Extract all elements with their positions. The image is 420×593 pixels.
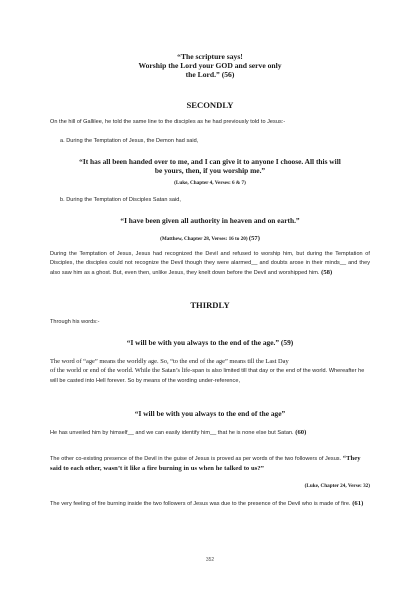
scripture-quote-line-3: the Lord.” (56): [185, 70, 235, 79]
quote-thirdly-1: “I will be with you always to the end of the age.” (59): [126, 338, 294, 347]
reference-b: [50, 235, 370, 242]
scripture-quote-line-1: “The scripture says!: [177, 52, 243, 61]
reference-a: (Luke, Chapter 4, Verses: 6 & 7): [174, 180, 246, 186]
thirdly-paragraph-3: [50, 454, 370, 474]
thirdly-paragraph-1-line-1: The word of “age” means the worldly age. So, “to the end of the age” means till the Last Day: [50, 358, 289, 365]
scripture-quote-line-2: Worship the Lord your GOD and serve only: [138, 61, 282, 70]
thirdly-paragraph-2-text: He has unveiled him by himself__ and we can easily identify him__ that he is none else but Satan.: [50, 430, 294, 436]
secondly-paragraph: [50, 250, 370, 279]
quote-a-line-2: be yours, then, if you worship me.”: [154, 166, 266, 175]
thirdly-paragraph-3-quote: “They said to each other, wasn’t it like a fire burning in us when he talked to us?”: [50, 455, 361, 473]
thirdly-paragraph-4: [50, 499, 370, 509]
list-item-a: a. During the Temptation of Jesus, the Demon had said,: [60, 138, 199, 144]
reference-thirdly: (Luke, Chapter 24, Verse: 32): [304, 483, 370, 489]
secondly-paragraph-number: (58): [321, 269, 333, 277]
quote-thirdly-2: “I will be with you always to the end of the age”: [134, 409, 286, 418]
secondly-intro: On the hill of Gallilee, he told the same line to the disciples as he had previously told to Jesus:-: [50, 119, 286, 125]
scripture-quote: [50, 52, 370, 79]
quote-b: “I have been given all authority in heaven and on earth.”: [120, 216, 300, 225]
thirdly-paragraph-1-line-2: of the world or end of the world. While the Satan’s life-: [50, 367, 193, 375]
thirdly-paragraph-4-number: (61): [352, 500, 364, 507]
thirdly-paragraph-4-text: The very feeling of fire burning inside the two followers of Jesus was due to the presence of the Devil who is made of fire.: [50, 501, 351, 507]
list-item-b: b. During the Temptation of Disciples Satan said,: [60, 197, 181, 203]
thirdly-intro: Through his words:-: [50, 319, 100, 325]
thirdly-paragraph-1-rest: [50, 366, 370, 386]
thirdly-paragraph-2-number: (60): [295, 429, 307, 436]
quote-a-line-1: “It has all been handed over to me, and I can give it to anyone I choose. All this will: [79, 157, 341, 166]
heading-thirdly: THIRDLY: [190, 300, 230, 310]
heading-secondly: SECONDLY: [186, 100, 234, 110]
thirdly-paragraph-2: [50, 428, 370, 438]
reference-b-number: (57): [248, 235, 260, 242]
quote-a: [44, 157, 376, 175]
thirdly-paragraph-3-text: The other co-existing presence of the Devil in the guise of Jesus is proved as per words of the two followers of Jesus.: [50, 456, 342, 462]
reference-b-text: (Matthew, Chapter 28, Verses: 16 to 20): [160, 236, 248, 242]
page-number: 352: [205, 557, 215, 563]
thirdly-paragraph-1-continuation: span is also limited till that day or the end of the world. Whereafter he will be casted into Hell forever. So by means of the wording under-reference,: [50, 368, 365, 385]
thirdly-paragraph-1: [50, 357, 370, 387]
secondly-paragraph-text: During the Temptation of Jesus, Jesus had recognized the Devil and refused to worship him, but during the Temptation of Disciples, the disciples could not recognize the Devil though they were alarmed__ and doubts arose in their minds__ and they also saw him as a ghost. But, even then, unlike Jesus, they knelt down before the Devil and worshipped him.: [50, 251, 370, 277]
